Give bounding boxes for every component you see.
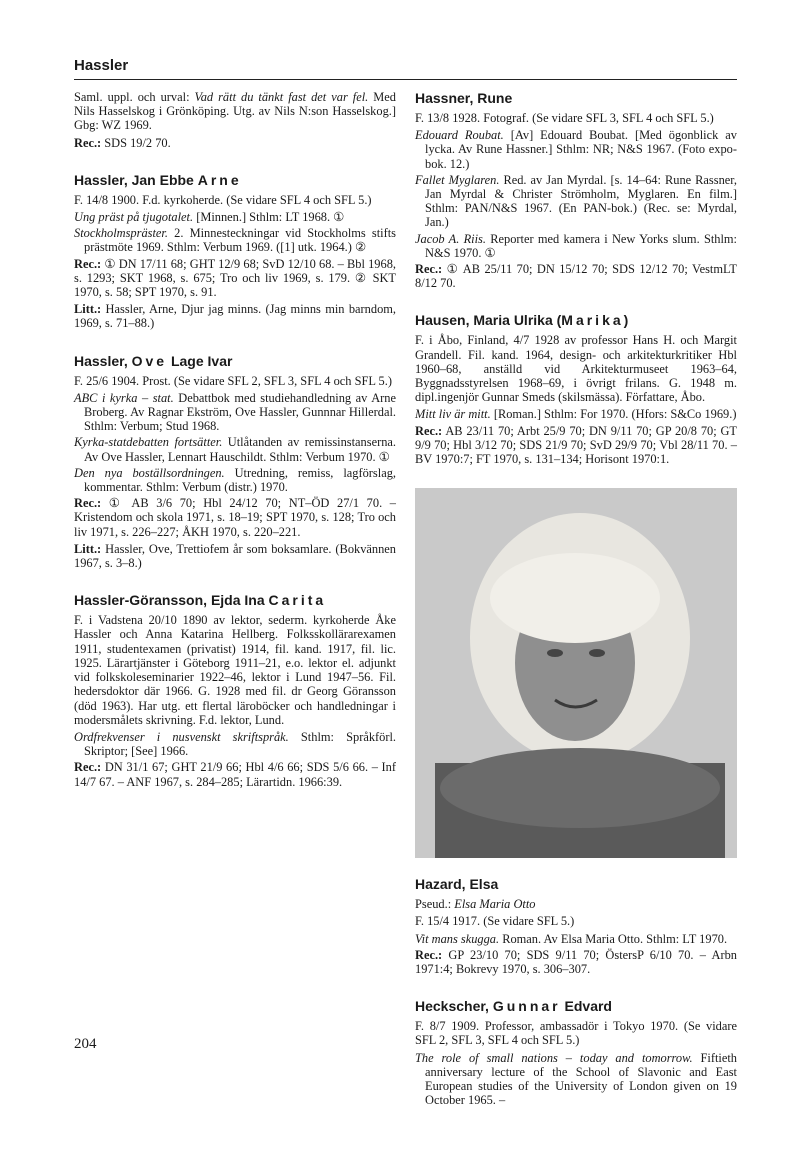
reviews-line bbox=[74, 760, 396, 788]
work-title: Den nya boställsordningen. bbox=[74, 465, 225, 480]
field-label: Litt.: bbox=[74, 302, 102, 317]
right-column-entry bbox=[415, 998, 737, 1107]
work-details: Utredning, remiss, lagförslag, kommentar. Sthlm: Verbum (distr.) 1970. bbox=[84, 465, 396, 495]
body-text: AB 23/11 70; Arbt 25/9 70; DN 9/11 70; GP 20/8 70; GT 9/9 70; Hbl 3/12 70; SDS 21/9 70; SvD 29/9 70; Vbl 28/11 70. – BV 1970:7; FT 1970, s. 131–134; Horisont 1970:1. bbox=[415, 423, 737, 467]
reviews-line bbox=[74, 257, 396, 300]
left-column bbox=[74, 90, 396, 811]
body-text: Pseud.: bbox=[415, 897, 455, 912]
work-citation bbox=[415, 932, 737, 946]
field-label: Rec.: bbox=[74, 256, 102, 271]
portrait-illustration bbox=[415, 488, 737, 858]
page-number: 204 bbox=[74, 1036, 97, 1052]
body-text: ① DN 17/11 68; GHT 12/9 68; SvD 12/10 68. – Bbl 1968, s. 1293; SKT 1968, s. 675; Tro och liv 1969, s. 179. ② SKT 1970, s. 58; SPT 1970, s. 91. bbox=[74, 256, 396, 300]
work-citation bbox=[415, 173, 737, 230]
body-text: F. 15/4 1917. (Se vidare SFL 5.) bbox=[415, 914, 575, 929]
reviews-line bbox=[415, 424, 737, 467]
work-citation bbox=[74, 730, 396, 758]
body-text: F. 14/8 1900. F.d. kyrkoherde. (Se vidare SFL 4 och SFL 5.) bbox=[74, 192, 372, 207]
work-citation bbox=[415, 407, 737, 421]
work-title: Ung präst på tjugotalet. bbox=[74, 210, 194, 225]
left-column-entry bbox=[74, 90, 396, 150]
body-text: Saml. uppl. och urval: bbox=[74, 90, 195, 104]
body-text: ① AB 25/11 70; DN 15/12 70; SDS 12/12 70; VestmLT 8/12 70. bbox=[415, 262, 737, 291]
work-details: Sthlm: Språkförl. Skriptor; [See] 1966. bbox=[84, 729, 396, 759]
work-details: Fiftieth anniversary lecture of the School of Slavonic and East European studies of the University of London given on 19 October 1965. – bbox=[425, 1050, 737, 1108]
entry-heading bbox=[415, 876, 737, 893]
entry-heading bbox=[74, 592, 396, 609]
entry-heading bbox=[74, 172, 396, 189]
bio-text bbox=[74, 90, 396, 133]
work-details: Roman. Av Elsa Maria Otto. Sthlm: LT 1970. bbox=[499, 931, 728, 946]
field-label: Rec.: bbox=[74, 760, 102, 775]
bio-text bbox=[74, 613, 396, 727]
work-title: Stockholmspräster. bbox=[74, 226, 168, 241]
work-details: Utlåtanden av remissinstanserna. Av Ove Hassler, Lennart Hauschildt. Sthlm: Verbum 1970. ① bbox=[84, 435, 396, 464]
bio-text bbox=[74, 193, 396, 207]
heading-name: Heckscher, bbox=[415, 998, 493, 1015]
body-text: DN 31/1 67; GHT 21/9 66; Hbl 4/6 66; SDS 5/6 66. – Inf 14/7 67. – ANF 1967, s. 284–285; Lärartidn. 1966:39. bbox=[74, 760, 396, 789]
heading-called-name: Arne bbox=[197, 171, 242, 188]
right-column-entry bbox=[415, 312, 737, 466]
bio-text bbox=[415, 1019, 737, 1047]
work-citation bbox=[74, 210, 396, 224]
field-label: Litt.: bbox=[74, 541, 102, 556]
work-title: Kyrka-statdebatten fortsätter. bbox=[74, 435, 223, 450]
work-title: Edouard Roubat. bbox=[415, 128, 504, 143]
work-title: ABC i kyrka – stat. bbox=[74, 390, 174, 405]
work-details: [Minnen.] Sthlm: LT 1968. ① bbox=[193, 210, 345, 225]
heading-called-name: Gunnar bbox=[492, 998, 561, 1015]
heading-name: Hazard, Elsa bbox=[415, 876, 499, 893]
work-title: The role of small nations – today and tomorrow. bbox=[415, 1050, 693, 1065]
reviews-line bbox=[74, 496, 396, 539]
body-text: SDS 19/2 70. bbox=[101, 135, 171, 150]
literature-line bbox=[74, 542, 396, 570]
work-title: Ordfrekvenser i nusvenskt skriftspråk. bbox=[74, 729, 289, 744]
reviews-line bbox=[415, 948, 737, 976]
left-column-entry bbox=[74, 592, 396, 788]
field-label: Rec.: bbox=[415, 262, 443, 277]
reviews-line bbox=[415, 262, 737, 290]
work-title: Fallet Myglaren. bbox=[415, 172, 500, 187]
work-citation bbox=[74, 391, 396, 434]
work-title: Jacob A. Riis. bbox=[415, 231, 486, 246]
work-citation bbox=[74, 466, 396, 494]
bio-text bbox=[415, 914, 737, 928]
body-text: F. 25/6 1904. Prost. (Se vidare SFL 2, SFL 3, SFL 4 och SFL 5.) bbox=[74, 373, 392, 388]
work-title: Vad rätt du tänkt fast det var fel. bbox=[194, 90, 369, 104]
heading-called-name: Marika bbox=[561, 312, 624, 329]
heading-name-suffix: ) bbox=[623, 312, 629, 329]
header-rule bbox=[74, 79, 737, 80]
body-text: GP 23/10 70; SDS 9/11 70; ÖstersP 6/10 70. – Arbn 1971:4; Bokrevy 1970, s. 306–307. bbox=[415, 947, 737, 977]
body-text: F. 13/8 1928. Fotograf. (Se vidare SFL 3, SFL 4 och SFL 5.) bbox=[415, 111, 714, 125]
right-column-entry bbox=[415, 876, 737, 976]
work-citation bbox=[74, 435, 396, 463]
heading-name-suffix: Edvard bbox=[560, 998, 612, 1015]
heading-name-suffix: Lage Ivar bbox=[167, 352, 233, 369]
running-head: Hassler bbox=[74, 57, 129, 74]
heading-name: Hassner, Rune bbox=[415, 90, 513, 106]
field-label: Rec.: bbox=[415, 423, 443, 438]
author-portrait-photo bbox=[415, 488, 737, 858]
right-column-entry bbox=[415, 90, 737, 290]
work-details: Med Nils Hasselskog i Grönköping. Utg. av Nils N:son Hasselskog.] Gbg: WZ 1969. bbox=[74, 90, 396, 133]
entry-heading bbox=[415, 90, 737, 107]
work-details: Red. av Jan Myrdal. [s. 14–64: Rune Rassner, Jan Myrdal & Christer Strömholm, Myglaren. En film.] Sthlm: PAN/N&S 1967. (En PAN-bok.) (Rec. se: Myrdal, Jan.) bbox=[425, 172, 737, 230]
heading-name: Hausen, Maria Ulrika ( bbox=[415, 312, 562, 329]
field-label: Rec.: bbox=[74, 496, 102, 511]
work-details: Reporter med kamera i New Yorks slum. Sthlm: N&S 1970. ① bbox=[425, 231, 737, 260]
body-text: Hassler, Arne, Djur jag minns. (Jag minns min barndom, 1969, s. 71–88.) bbox=[74, 302, 396, 331]
left-column-entry bbox=[74, 172, 396, 331]
bio-text bbox=[415, 111, 737, 125]
heading-name: Hassler, bbox=[74, 352, 132, 369]
work-title: Mitt liv är mitt. bbox=[415, 407, 491, 422]
heading-called-name: Carita bbox=[268, 592, 327, 609]
work-citation bbox=[415, 128, 737, 171]
work-title: Vit mans skugga. bbox=[415, 931, 500, 946]
body-text: F. i Vadstena 20/10 1890 av lektor, sederm. kyrkoherde Åke Hassler och Anna Katarina Hellberg. Folksskollärarexamen 1911, studentexamen (privatist) 1914, fil. kand. 1917, fil. lic. 1925. Lärartjänster i Göteborg 1911–21, e.o. lektor el. adjunkt vid folkskoleseminarier 1922–46, lektor i Lund 1947–56. Fil. hedersdoktor där 1966. G. 1928 med fil. dr Georg Göransson (död 1963). Har utg. ett flertal läroböcker och handledningar i modersmålets skrivning. F.d. lektor, Lund. bbox=[74, 613, 396, 727]
field-label: Rec.: bbox=[74, 135, 102, 150]
work-details: Debattbok med studiehandledning av Arne Broberg. Av Ragnar Ekström, Ove Hassler, Gunnnar Hillerdal. Sthlm: Verbum; Stud 1968. bbox=[84, 390, 396, 434]
work-citation bbox=[415, 232, 737, 260]
bio-text bbox=[74, 374, 396, 388]
literature-line bbox=[74, 302, 396, 330]
reviews-line bbox=[74, 136, 396, 150]
body-text: ① AB 3/6 70; Hbl 24/12 70; NT–ÖD 27/1 70. – Kristendom och skola 1971, s. 18–19; SPT 1970, s. 128; Tro och liv 1971, s. 226–227; ÅKH 1970, s. 220–221. bbox=[74, 496, 396, 539]
entry-heading bbox=[415, 312, 737, 329]
bio-text bbox=[415, 333, 737, 404]
work-details: [Av] Edouard Boubat. [Med ögonblick av lycka. Av Rune Hassner.] Sthlm: NR; N&S 1967. (Foto expo-bok. 12.) bbox=[425, 128, 737, 171]
heading-name: Hassler-Göransson, Ejda Ina bbox=[74, 592, 269, 609]
body-text: F. 8/7 1909. Professor, ambassadör i Tokyo 1970. (Se vidare SFL 2, SFL 3, SFL 4 och SFL 5.) bbox=[415, 1019, 737, 1048]
work-title: Elsa Maria Otto bbox=[454, 897, 536, 912]
left-column-entry bbox=[74, 353, 396, 571]
work-citation bbox=[74, 226, 396, 254]
bio-text bbox=[415, 897, 737, 911]
heading-called-name: Ove bbox=[131, 352, 168, 369]
body-text: Hassler, Ove, Trettiofem år som boksamlare. (Bokvännen 1967, s. 3–8.) bbox=[74, 541, 396, 571]
heading-name: Hassler, Jan Ebbe bbox=[74, 171, 198, 188]
work-citation bbox=[415, 1051, 737, 1108]
field-label: Rec.: bbox=[415, 947, 443, 962]
work-details: 2. Minnesteckningar vid Stockholms stifts prästmöte 1969. Sthlm: Verbum 1969. ([1] utk. 1964.) ② bbox=[84, 226, 396, 255]
entry-heading bbox=[415, 998, 737, 1015]
body-text: F. i Åbo, Finland, 4/7 1928 av professor Hans H. och Margit Grandell. Fil. kand. 1964, design- och arkitekturkritiker Hbl 1960–68, anställd vid Arkitekturmuseet 1963–64, Byggnadsstyrelsen 1968–69, i övrigt frilans. G. 1948 m. dipl.ingenjör Gunnar Smeds (skilsmässa). Författare, Åbo. bbox=[415, 333, 737, 405]
work-details: [Roman.] Sthlm: For 1970. (Hfors: S&Co 1969.) bbox=[490, 407, 737, 422]
entry-heading bbox=[74, 353, 396, 370]
right-column bbox=[415, 90, 737, 1130]
